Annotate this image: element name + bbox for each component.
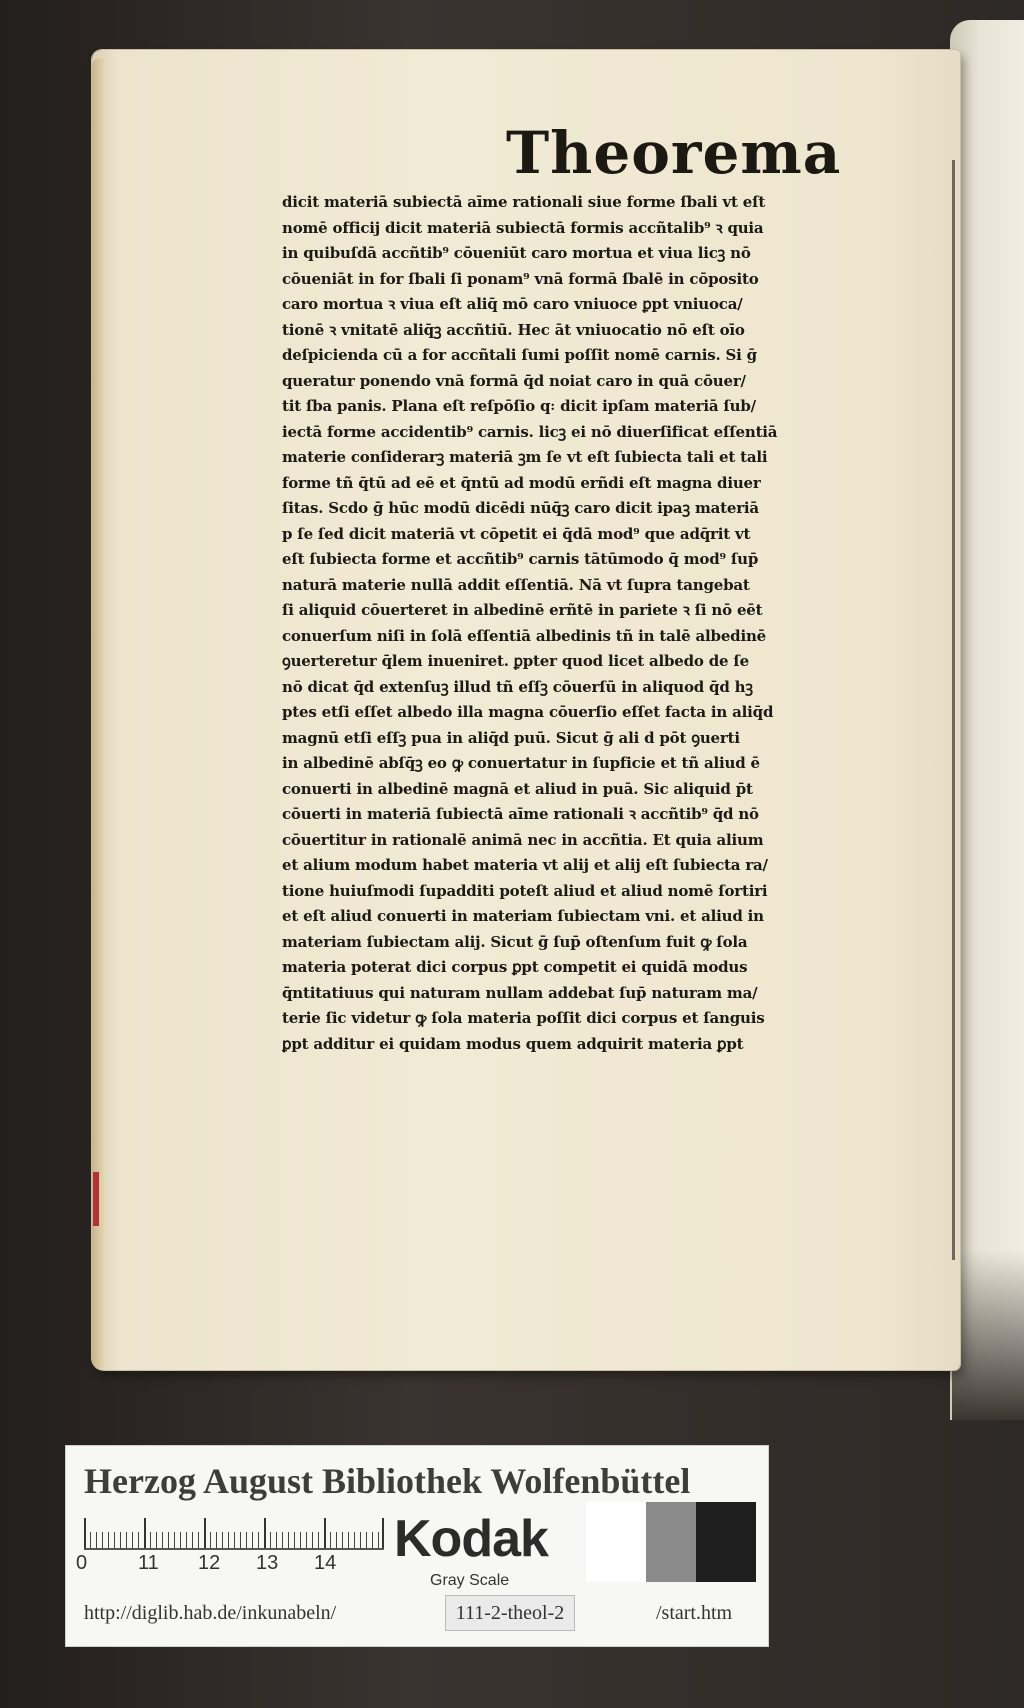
text-line: q̄ntitatiuus qui naturam nullam addebat ſup̄ naturam ma/	[282, 983, 758, 1002]
text-line: nomē officij dicit materiā subiectā formis accñtalib⁹ ꝛ quia	[282, 218, 764, 237]
ruler-number: 13	[256, 1552, 279, 1574]
text-line: tione huiuſmodi ſupadditi poteſt aliud et aliud nomē ſortiri	[282, 881, 768, 900]
white-swatch	[586, 1502, 646, 1582]
ruler-number: 11	[138, 1552, 159, 1574]
text-line: forme tñ q̄tū ad eē et q̄ntū ad modū erñdi eſt magna diuer	[282, 473, 761, 492]
text-line: eſt ſubiecta forme et accñtib⁹ carnis tātūmodo q̄ mod⁹ ſup̄	[282, 550, 759, 568]
text-line: in albedinē abſq̄ꝫ eo ꝙ conuertatur in ſupficie et tñ aliud ē	[282, 754, 760, 772]
text-line: conuerti in albedinē magnā et aliud in puā. Sic aliquid p̄t	[282, 779, 753, 798]
url-shelfmark: 111-2-theol-2	[446, 1596, 574, 1630]
gray-swatch	[646, 1502, 696, 1582]
text-line: materie conſiderarꝫ materiā ꝫm ſe vt eſt ſubiecta tali et tali	[282, 448, 768, 466]
text-line: tit ſba panis. Plana eſt reſpōſio q꞉ dicit ipſam materiā ſub/	[282, 397, 756, 415]
text-line: dicit materiā subiectā aīme rationali siue forme ſbali vt eſt	[282, 193, 766, 211]
text-line: ſitas. Scdo ḡ hūc modū dicēdi nūq̄ꝫ caro dicit ipaꝫ materiā	[282, 499, 759, 517]
text-line: et eſt aliud conuerti in materiam ſubiectam vni. et aliud in	[282, 907, 764, 925]
library-name: Herzog August Bibliothek Wolfenbüttel	[84, 1461, 691, 1501]
ruler	[84, 1518, 384, 1550]
text-line: ptes etſi eſſet albedo illa magna cōuerſio eſſet facta in aliq̄d	[282, 703, 774, 721]
ruler-major-tick	[382, 1518, 384, 1548]
black-swatch	[696, 1502, 756, 1582]
facing-page-shadow	[952, 1250, 1024, 1420]
text-line: naturā materie nullā addit eſſentiā. Nā vt ſupra tangebat	[282, 575, 750, 594]
text-line: nō dicat q̄d extenſuꝫ illud tñ eſſꝫ cōuerſū in aliquod q̄d hꝫ	[282, 677, 753, 696]
text-line: caro mortua ꝛ viua eſt aliq̄ mō caro vniuoce ꝑpt vniuoca/	[282, 295, 743, 313]
url-suffix: /start.htm	[656, 1602, 733, 1624]
facing-page-edge	[950, 20, 1024, 1420]
ruler-major-tick	[264, 1518, 266, 1548]
spine-shadow	[952, 160, 955, 1260]
text-line: ſi aliquid cōuerteret in albedinē erñtē in pariete ꝛ ſi nō eēt	[282, 601, 763, 619]
text-line: in quibuſdā accñtib⁹ cōueniūt caro mortua et viua licꝫ nō	[282, 244, 751, 262]
ruler-numbers	[76, 1552, 406, 1582]
text-line: p ſe ſed dicit materiā vt cōpetit ei q̄dā mod⁹ que adq̄rit vt	[282, 524, 751, 543]
url-base: http://diglib.hab.de/inkunabeln/	[84, 1602, 337, 1624]
ruler-major-tick	[204, 1518, 206, 1548]
text-line: deſpicienda cū a for accñtali ſumi poſſit nomē carnis. Si ḡ	[282, 346, 757, 364]
ruler-number: 0	[76, 1552, 88, 1574]
text-line: cōueniāt in for ſbali ſi ponam⁹ vnā formā ſbalē in cōposito	[282, 269, 759, 288]
grayscale-label: Gray Scale	[430, 1572, 510, 1589]
ruler-number: 12	[198, 1552, 221, 1574]
ruler-major-tick	[84, 1518, 86, 1548]
text-line: ꝯuerteretur q̄lem inueniret. ꝑpter quod licet albedo de ſe	[282, 652, 749, 670]
text-line: cōuerti in materiā ſubiectā aīme rationali ꝛ accñtib⁹ q̄d nō	[282, 805, 759, 823]
page-heading: Theorema	[506, 119, 842, 187]
text-line: tionē ꝛ vnitatē aliq̄ꝫ accñtiū. Hec āt vniuocatio nō eſt oīo	[282, 320, 745, 339]
text-line: ꝑpt additur ei quidam modus quem adquirit materia ꝑpt	[282, 1034, 744, 1053]
ruler-number: 14	[314, 1552, 337, 1574]
ruler-major-tick	[144, 1518, 146, 1548]
text-line: queratur ponendo vnā formā q̄d noiat caro in quā cōuer/	[282, 371, 746, 390]
text-line: materia poterat dici corpus ꝑpt competit ei quidā modus	[282, 958, 748, 976]
ruler-major-tick	[324, 1518, 326, 1548]
color-scale-card	[66, 1446, 768, 1646]
text-line: et alium modum habet materia vt alij et alij eſt ſubiecta ra/	[282, 856, 768, 874]
text-line: magnū etſi eſſꝫ pua in aliq̄d puū. Sicut ḡ ali d pōt ꝯuerti	[282, 728, 740, 747]
text-line: terie ſic videtur ꝙ ſola materia poſſit dici corpus et ſanguis	[282, 1009, 765, 1027]
kodak-logo: Kodak	[394, 1510, 548, 1568]
text-line: cōuertitur in rationalē animā nec in accñtia. Et quia alium	[282, 830, 764, 849]
red-marker-tab	[93, 1172, 99, 1226]
text-line: conuerſum niſi in ſolā eſſentiā albedinis tñ in talē albedinē	[282, 626, 767, 645]
text-line: materiam ſubiectam alij. Sicut ḡ ſup̄ oſtenſum fuit ꝙ ſola	[282, 932, 748, 951]
body-text	[282, 190, 950, 1057]
text-line: iectā forme accidentib⁹ carnis. licꝫ ei nō diuerſificat eſſentiā	[282, 422, 778, 441]
